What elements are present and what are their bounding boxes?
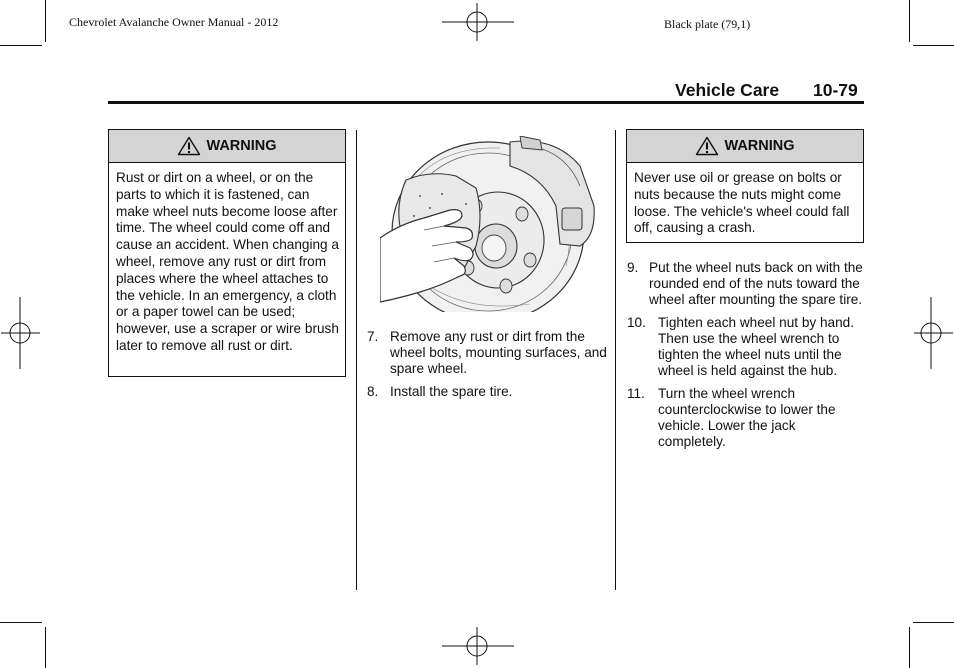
step-text: Install the spare tire. xyxy=(390,384,513,399)
crop-mark-tr-h xyxy=(913,45,954,46)
step-number: 9. xyxy=(627,260,639,275)
crop-mark-tr-v xyxy=(909,0,910,42)
step-number: 7. xyxy=(367,329,379,344)
warning-triangle-icon xyxy=(177,136,201,156)
list-item xyxy=(627,386,863,450)
section-title: Vehicle Care xyxy=(675,80,780,100)
right-step-list xyxy=(627,260,863,457)
step-text: Remove any rust or dirt from the wheel bolts, mounting surfaces, and spare wheel. xyxy=(390,329,607,376)
step-number: 8. xyxy=(367,384,379,399)
crop-mark-br-v xyxy=(909,627,910,668)
column-divider xyxy=(615,130,616,590)
registration-mark-icon xyxy=(440,2,516,42)
list-item xyxy=(367,384,607,400)
step-text: Turn the wheel wrench counterclockwise to lower the vehicle. Lower the jack completely. xyxy=(658,386,836,449)
warning-title: WARNING xyxy=(206,138,277,154)
warning-box-right xyxy=(626,129,864,243)
header-rule xyxy=(108,101,864,104)
step-number: 11. xyxy=(627,386,645,401)
warning-box-left xyxy=(108,129,346,377)
step-text: Tighten each wheel nut by hand. Then use the wheel wrench to tighten the wheel nuts until the wheel is held against the hub. xyxy=(658,315,854,378)
list-item xyxy=(627,315,863,379)
warning-title: WARNING xyxy=(724,138,795,154)
step-number: 10. xyxy=(627,315,646,330)
plate-label: Black plate (79,1) xyxy=(664,17,751,31)
crop-mark-br-h xyxy=(913,622,954,623)
list-item xyxy=(627,260,863,308)
middle-step-list xyxy=(367,329,607,407)
registration-mark-icon xyxy=(440,626,516,666)
crop-mark-tl-h xyxy=(0,45,42,46)
warning-header xyxy=(627,130,863,163)
column-divider xyxy=(356,130,357,590)
warning-triangle-icon xyxy=(695,136,719,156)
crop-mark-tl-v xyxy=(45,0,46,42)
warning-text: Rust or dirt on a wheel, or on the parts to which it is fastened, can make wheel nuts become loose after time. The wheel could come off and cause an accident. When changing a wheel, remove any rust or dirt from places where the wheel attaches to the vehicle. In an emergency, a cloth or a paper towel can be used; however, use a scraper or wire brush later to remove all rust or dirt. xyxy=(116,170,339,353)
step-text: Put the wheel nuts back on with the rounded end of the nuts toward the wheel after mounting the spare tire. xyxy=(649,260,863,307)
manual-title: Chevrolet Avalanche Owner Manual - 2012 xyxy=(69,15,279,29)
registration-mark-icon xyxy=(912,296,954,370)
page-number: 10-79 xyxy=(813,80,858,100)
warning-text: Never use oil or grease on bolts or nuts because the nuts might come loose. The vehicle's wheel could fall off, causing a crash. xyxy=(634,170,850,236)
crop-mark-bl-v xyxy=(45,627,46,668)
list-item xyxy=(367,329,607,377)
crop-mark-bl-h xyxy=(0,622,42,623)
wheel-hub-illustration xyxy=(380,136,600,312)
registration-mark-icon xyxy=(0,296,42,370)
warning-header xyxy=(109,130,345,163)
